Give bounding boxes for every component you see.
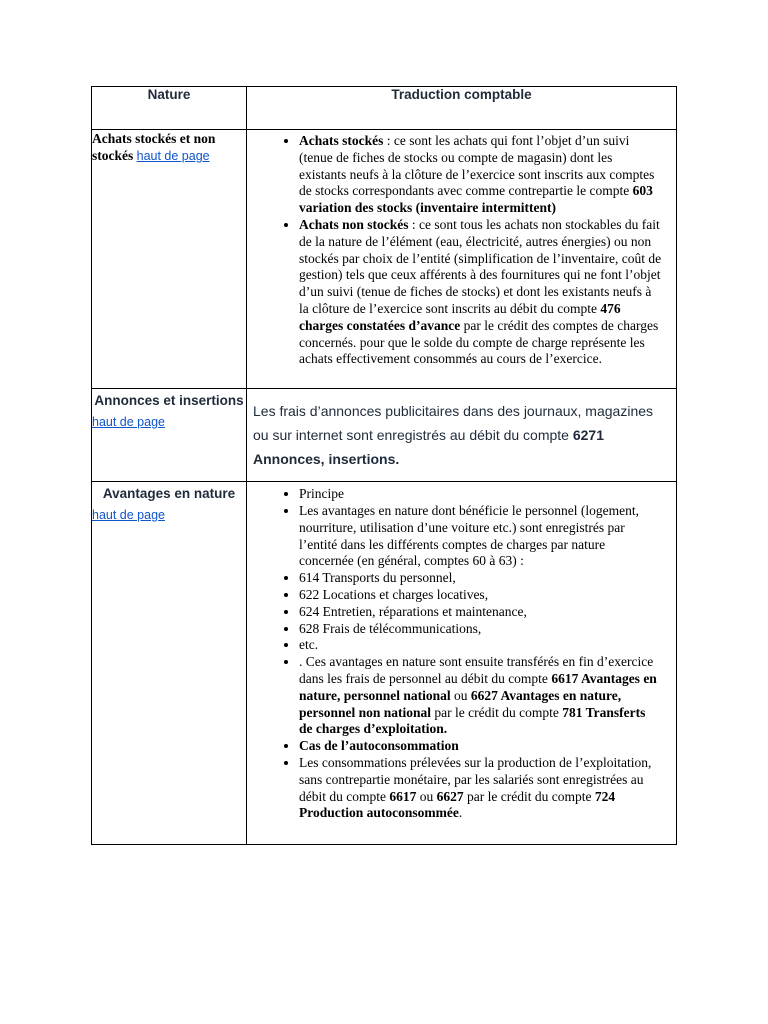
nature-label: [92, 130, 246, 164]
list-item: [299, 217, 676, 368]
account-ref: 6617: [389, 788, 417, 804]
translation-cell: [247, 130, 677, 389]
list-item: • 614 Transports du personnel,: [299, 570, 676, 587]
account-ref: 6627: [436, 788, 464, 804]
text: par le crédit du compte: [463, 788, 595, 804]
list-item: [299, 654, 676, 738]
table-row: [92, 389, 677, 482]
bullet-list: [247, 130, 676, 388]
account-ref: 476 charges constatées d’avance: [299, 300, 621, 333]
account-ref: 6271 Annonces, insertions.: [253, 427, 605, 468]
text: par le crédit du compte: [431, 704, 563, 720]
translation-cell: [247, 482, 677, 845]
text: : ce sont les achats qui font l’objet d’un suivi (tenue de fiches de stocks ou compte de magasin) dont les existants neufs à la clôture de l’exercice sont inscrits aux comptes de stocks correspondants avec comme contrepartie le compte: [299, 133, 655, 199]
list-item: [299, 738, 676, 755]
top-of-page-link[interactable]: haut de page: [92, 415, 165, 430]
bullet-list: [247, 482, 676, 844]
list-item: • 628 Frais de télécommunications,: [299, 621, 676, 638]
nature-label: Avantages en nature: [102, 486, 236, 502]
top-of-page-link[interactable]: haut de page: [92, 508, 165, 523]
list-item: [299, 133, 676, 217]
text: Les consommations prélevées sur la production de l’exploitation, sans contrepartie monétaire, par les salariés sont enregistrées au débit du compte: [299, 754, 652, 804]
nature-label-text: Achats stockés et non stockés: [92, 131, 216, 163]
account-ref: 724 Production autoconsommée: [299, 788, 616, 821]
list-item: • 624 Entretien, réparations et maintenance,: [299, 604, 676, 621]
nature-label: Annonces et insertions: [94, 393, 244, 409]
account-ref: 781 Transferts de charges d’exploitation.: [299, 704, 646, 737]
term: Achats non stockés: [299, 216, 409, 232]
nature-cell: [92, 389, 247, 482]
account-ref: 6627 Avantages en nature, personnel non national: [299, 687, 622, 720]
nature-cell: [92, 130, 247, 389]
text: : ce sont tous les achats non stockables du fait de la nature de l’élément (eau, électricité, autres énergies) ou non stockés par choix de l’entité (simplification de l’inventaire, coût de gestion) tels que ceux afférents à des fournitures qui ne font l’objet d’un suivi (tenue de fiches de stocks) et dont les existants neufs à la clôture de l’exercice sont inscrits au débit du compte: [299, 216, 662, 316]
list-item: • etc.: [299, 637, 676, 654]
text: .: [458, 805, 463, 821]
account-ref: 603 variation des stocks (inventaire intermittent): [299, 183, 653, 216]
text: Les frais d’annonces publicitaires dans des journaux, magazines ou sur internet sont enregistrés au débit du compte: [253, 403, 654, 444]
subheading: Cas de l’autoconsommation: [299, 738, 459, 754]
text: par le crédit des comptes de charges concernés. pour que le solde du compte de charge représente les achats effectivement consommés au cours de l’exercice.: [299, 317, 659, 367]
table-header-row: [92, 87, 677, 130]
translation-cell: [247, 389, 677, 482]
list-item: [299, 755, 676, 822]
accounting-table: [91, 86, 677, 845]
text: ou: [416, 788, 437, 804]
header-traduction: Traduction comptable: [247, 87, 677, 130]
header-nature: Nature: [92, 87, 247, 130]
table-row: [92, 130, 677, 389]
nature-cell: [92, 482, 247, 845]
top-of-page-link[interactable]: haut de page: [136, 149, 210, 163]
list-item: • Principe: [299, 486, 676, 503]
text: ou: [454, 687, 471, 703]
text: . Ces avantages en nature sont ensuite transférés en fin d’exercice dans les frais de personnel au débit du compte: [299, 654, 654, 686]
list-item: • Les avantages en nature dont bénéficie le personnel (logement, nourriture, utilisation d’une voiture etc.) sont enregistrés par l’entité dans les différents comptes de charges par nature concernée (en général, comptes 60 à 63) :: [299, 503, 676, 570]
table-row: [92, 482, 677, 845]
list-item: • 622 Locations et charges locatives,: [299, 587, 676, 604]
paragraph: [247, 389, 676, 481]
term: Achats stockés: [299, 133, 384, 148]
account-ref: 6617 Avantages en nature, personnel national: [299, 670, 657, 703]
